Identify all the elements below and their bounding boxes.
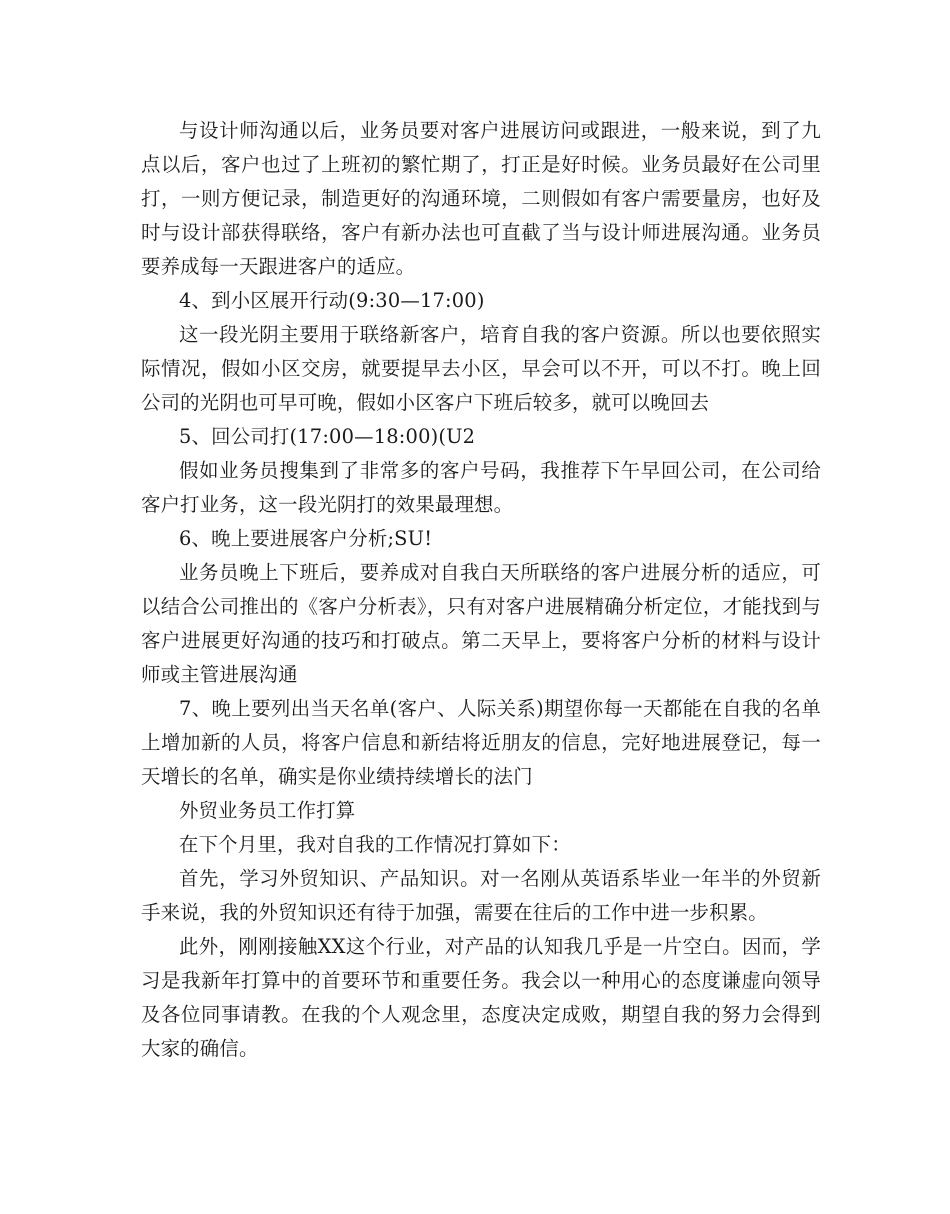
paragraph-learning-knowledge: 首先，学习外贸知识、产品知识。对一名刚从英语系毕业一年半的外贸新手来说，我的外贸知识还有待于加强，需要在往后的工作中进一步积累。 xyxy=(141,867,821,924)
paragraph-product-learning: 此外，刚刚接触XX这个行业，对产品的认知我几乎是一片空白。因而，学习是我新年打算中的首要环节和重要任务。我会以一种用心的态度谦虚向领导及各位同事请教。在我的个人观念里，态度决定成败，期望自我的努力会得到大家的确信。 xyxy=(141,935,821,1060)
paragraph-step-7: 7、晚上要列出当天名单(客户、人际关系)期望你每一天都能在自我的名单上增加新的人员，将客户信息和新结将近朋友的信息，完好地进展登记，每一天增长的名单，确实是你业绩持续增长的法门 xyxy=(141,697,821,788)
document-body xyxy=(141,114,821,1066)
paragraph-afternoon-calls: 假如业务员搜集到了非常多的客户号码，我推荐下午早回公司，在公司给客户打业务，这一段光阴打的效果最理想。 xyxy=(141,459,821,516)
heading-step-6: 6、晚上要进展客户分析;SU! xyxy=(179,527,433,550)
paragraph-plan-intro: 在下个月里，我对自我的工作情况打算如下： xyxy=(179,833,571,856)
paragraph-designer-followup: 与设计师沟通以后，业务员要对客户进展访问或跟进，一般来说，到了九点以后，客户也过了上班初的繁忙期了，打正是好时候。业务员最好在公司里打，一则方便记录，制造更好的沟通环境，二则假如有客户需要量房，也好及时与设计部获得联络，客户有新办法也可直截了当与设计师进展沟通。业务员要养成每一天跟进客户的适应。 xyxy=(141,119,821,278)
paragraph-new-clients: 这一段光阴主要用于联络新客户，培育自我的客户资源。所以也要依照实际情况，假如小区交房，就要提早去小区，早会可以不开，可以不打。晚上回公司的光阴也可早可晚，假如小区客户下班后较多，就可以晚回去 xyxy=(141,323,821,414)
heading-step-5: 5、回公司打(17:00—18:00)(U2 xyxy=(179,425,476,448)
heading-step-4: 4、到小区展开行动(9:30—17:00) xyxy=(179,289,485,312)
paragraph-client-analysis: 业务员晚上下班后，要养成对自我白天所联络的客户进展分析的适应，可以结合公司推出的《客户分析表》，只有对客户进展精确分析定位，才能找到与客户进展更好沟通的技巧和打破点。第二天早上，要将客户分析的材料与设计师或主管进展沟通 xyxy=(141,561,821,686)
heading-work-plan: 外贸业务员工作打算 xyxy=(179,799,356,822)
